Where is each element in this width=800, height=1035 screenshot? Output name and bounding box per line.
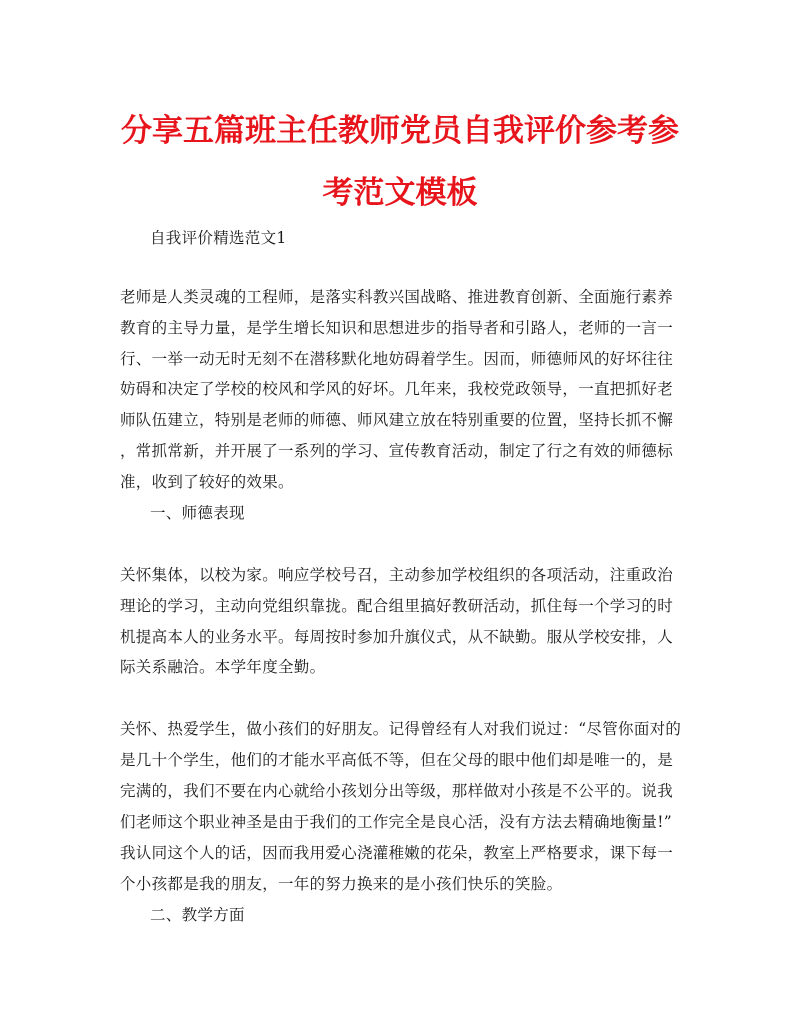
paragraph-line: 妨碍和决定了学校的校风和学风的好坏。几年来，我校党政领导，一直把抓好老 xyxy=(120,380,674,398)
title-line: 考范文模板 xyxy=(322,175,478,211)
paragraph-line: 师队伍建立，特别是老师的师德、师风建立放在特别重要的位置，坚持长抓不懈 xyxy=(120,411,674,429)
paragraph-line: 个小孩都是我的朋友，一年的努力换来的是小孩们快乐的笑脸。 xyxy=(120,875,563,893)
paragraph-line: 是几十个学生，他们的才能水平高低不等，但在父母的眼中他们却是唯一的，是 xyxy=(120,751,674,769)
section-heading: 一、师德表现 xyxy=(150,504,245,522)
paragraph-line: 完满的，我们不要在内心就给小孩划分出等级，那样做对小孩是不公平的。说我 xyxy=(120,782,674,800)
title-line: 分享五篇班主任教师党员自我评价参考参 xyxy=(121,113,679,149)
paragraph-line: 关怀集体，以校为家。响应学校号召，主动参加学校组织的各项活动，注重政治 xyxy=(120,566,674,584)
section-heading: 二、教学方面 xyxy=(150,906,245,924)
paragraph-line: 们老师这个职业神圣是由于我们的工作完全是良心活，没有方法去精确地衡量!” xyxy=(120,813,672,831)
paragraph-line: 机提高本人的业务水平。每周按时参加升旗仪式，从不缺勤。服从学校安排，人 xyxy=(120,628,674,646)
paragraph-line: 关怀、热爱学生，做小孩们的好朋友。记得曾经有人对我们说过：“尽管你面对的 xyxy=(120,720,682,738)
paragraph-line: 我认同这个人的话，因而我用爱心浇灌稚嫩的花朵，教室上严格要求，课下每一 xyxy=(120,844,674,862)
paragraph-line: 际关系融洽。本学年度全勤。 xyxy=(120,658,326,676)
paragraph-line: 理论的学习，主动向党组织靠拢。配合组里搞好教研活动，抓住每一个学习的时 xyxy=(120,597,674,615)
paragraph-line: ，常抓常新，并开展了一系列的学习、宣传教育活动，制定了行之有效的师德标 xyxy=(120,442,674,460)
paragraph-line: 准，收到了较好的效果。 xyxy=(120,473,294,491)
document-title xyxy=(110,100,690,224)
paragraph-line: 教育的主导力量，是学生增长知识和思想进步的指导者和引路人，老师的一言一 xyxy=(120,319,674,337)
paragraph-line: 老师是人类灵魂的工程师，是落实科教兴国战略、推进教育创新、全面施行素养 xyxy=(120,288,674,306)
paragraph-line: 行、一举一动无时无刻不在潜移默化地妨碍着学生。因而，师德师风的好坏往往 xyxy=(120,350,674,368)
subtitle: 自我评价精选范文1 xyxy=(150,229,287,247)
